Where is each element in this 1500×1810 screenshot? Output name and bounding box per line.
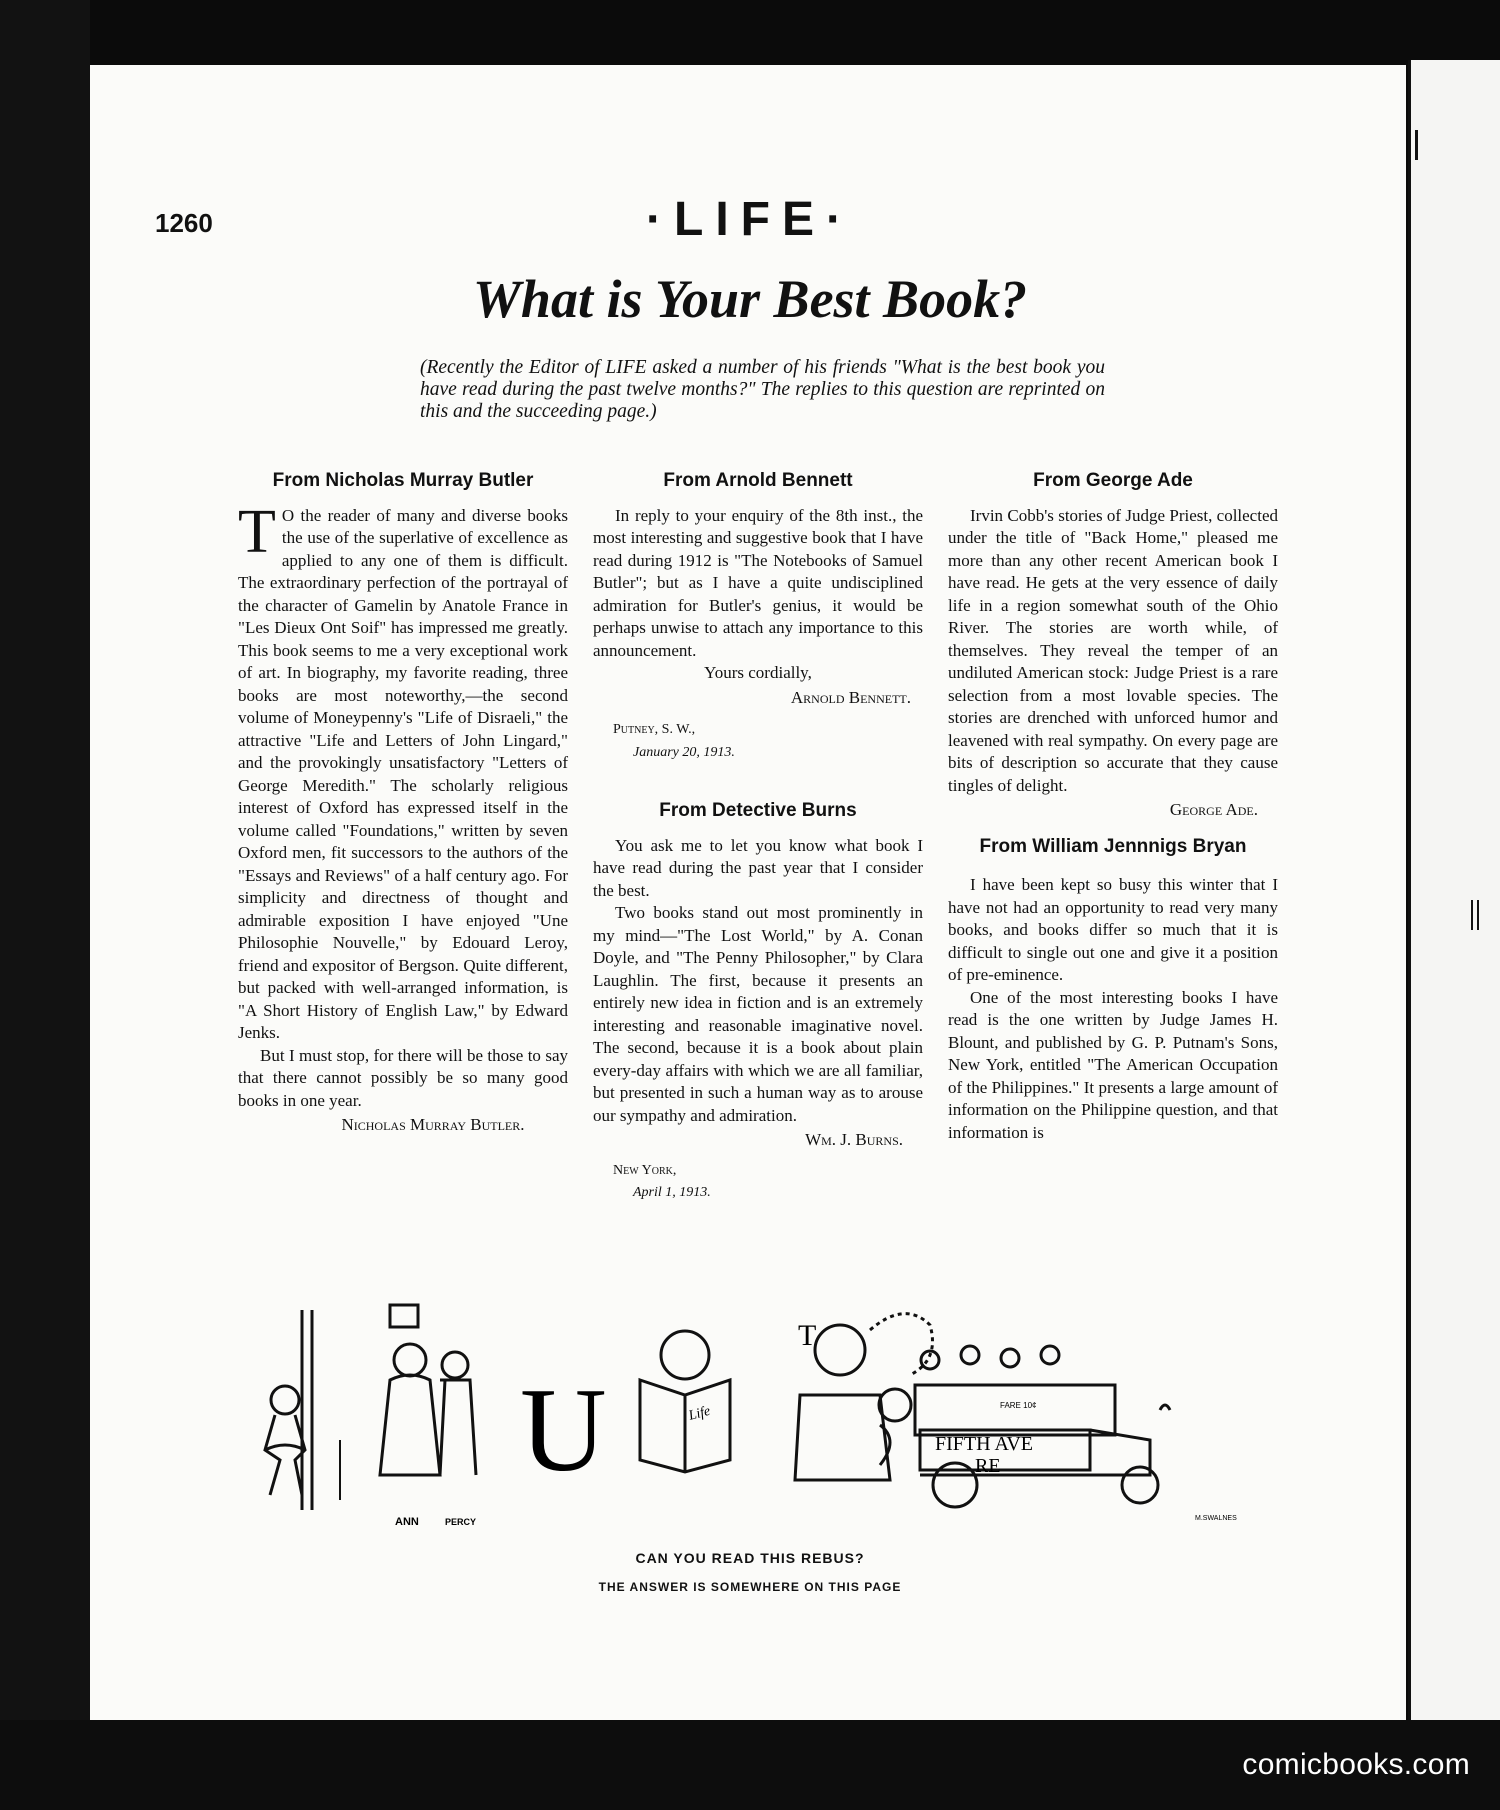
burns-paragraph-2: Two books stand out most prominently in my mind—"The Lost World," by A. Conan Doyle, and "The Penny Philosopher," by Clara Laughlin. The first, because it presents an entirely new idea in fiction and is an extremely interesting and reasonable imaginative novel. The second, because it is a book about plain every-day affairs with which we are all familiar, but presented in such a human way as to arouse our sympathy and admiration. bbox=[593, 903, 923, 1125]
burns-place: New York, bbox=[613, 1162, 677, 1178]
heading-bryan: From William Jennnigs Bryan bbox=[979, 835, 1247, 857]
rebus-reader bbox=[640, 1331, 730, 1472]
rebus-boy-at-door bbox=[265, 1310, 312, 1510]
masthead: ·LIFE· bbox=[646, 193, 854, 246]
bus-re: RE bbox=[975, 1455, 1001, 1477]
intro-note: (Recently the Editor of LIFE asked a number of his friends "What is the best book you have read during the past twelve months?" The replies to this question are reprinted on this and the succeeding page.) bbox=[420, 357, 1105, 422]
ade-signature: George Ade. bbox=[1169, 800, 1258, 819]
column-bennett-burns bbox=[593, 470, 923, 1205]
butler-signature: Nicholas Murray Butler. bbox=[341, 1115, 525, 1134]
bus-sign: FIFTH AVE bbox=[935, 1433, 1033, 1455]
headline: What is Your Best Book? bbox=[472, 269, 1028, 329]
butler-paragraph-1: T O the reader of many and diverse books the use of the superlative of excellence as applied to any one of them is difficult. The extraordinary perfection of the portrayal of the character of Gamelin by Anatole France in "Les Dieux Ont Soif" has impressed me greatly. This book seems to me a very exceptional work of art. In biography, my favorite reading, three books are most noteworthy,—the second volume of Moneypenny's "Life of Disraeli," the attractive "Life and Letters of John Lingard," and the provokingly unsatisfactory "Letters of George Meredith." The scholarly religious interest of Oxford has expressed itself in the volume called "Foundations," written by seven Oxford men, fit successors to the authors of the "Essays and Reviews" of a half century ago. For simplicity and directness of thought and admirable exposition I have enjoyed "Une Philosophie Nouvelle," by Edouard Leroy, friend and expositor of Bergson. Quite different, but packed with well-arranged information, is "A Short History of English Law," by Edward Jenks. bbox=[238, 497, 568, 1042]
heading-butler: From Nicholas Murray Butler bbox=[272, 470, 534, 491]
rebus-illustration bbox=[240, 1300, 1270, 1530]
butler-paragraph-2: But I must stop, for there will be those to say that there cannot possibly be so many good books in one year. bbox=[238, 1045, 568, 1110]
bennett-signature: Arnold Bennett. bbox=[790, 687, 911, 707]
bennett-closing: Yours cordially, bbox=[704, 663, 812, 682]
label-percy: PERCY bbox=[445, 1517, 477, 1527]
bennett-paragraph: In reply to your enquiry of the 8th inst., the most interesting and suggestive book that I have read during 1912 is "The Notebooks of Samuel Butler"; but as I have a quite undisciplined admiration for Butler's genius, it would be perhaps unwise to attach any importance to this announcement. bbox=[593, 505, 923, 660]
page-number: 1260 bbox=[155, 208, 213, 238]
rebus-subcaption: THE ANSWER IS SOMEWHERE ON THIS PAGE bbox=[598, 1580, 902, 1594]
burns-signature: Wm. J. Burns. bbox=[805, 1130, 903, 1149]
watermark: comicbooks.com bbox=[1242, 1748, 1470, 1781]
burns-paragraph-1: You ask me to let you know what book I have read during the past year that I consider the best. bbox=[593, 835, 923, 900]
newspaper-title: Life bbox=[687, 1403, 713, 1424]
column-ade-bryan bbox=[948, 470, 1278, 1144]
rebus-fifth-ave-bus bbox=[915, 1346, 1170, 1507]
burns-date: April 1, 1913. bbox=[633, 1185, 711, 1200]
artist-signature: M.SWALNES bbox=[1195, 1515, 1237, 1522]
label-ann: ANN bbox=[395, 1516, 419, 1528]
bennett-date: January 20, 1913. bbox=[633, 744, 735, 760]
ade-paragraph: Irvin Cobb's stories of Judge Priest, collected under the title of "Back Home," pleased me more than any other recent American book I have read. He gets at the very essence of daily life in a region somewhat south of the Ohio River. The stories are worth while, of themselves. They reveal the temper of an undiluted American stock: Judge Priest is a rare selection from a most lovable species. The stories are drenched with unforced humor and leavened with real sympathy. On every page are bits of description so accurate that they cause tingles of delight. bbox=[948, 505, 1278, 795]
rebus-caption: CAN YOU READ THIS REBUS? bbox=[635, 1550, 865, 1566]
bryan-paragraph-1: I have been kept so busy this winter that I have not had an opportunity to read very many books, and books differ so much that it is difficult to single out one and give it a position of pre-eminence. bbox=[948, 875, 1278, 984]
rebus-letter-t: T bbox=[798, 1319, 817, 1352]
rebus-couple bbox=[340, 1305, 476, 1500]
heading-ade: From George Ade bbox=[1033, 470, 1193, 491]
bennett-place: Putney, S. W., bbox=[613, 722, 696, 737]
drop-cap: T bbox=[238, 497, 276, 566]
heading-bennett: From Arnold Bennett bbox=[663, 470, 853, 491]
bryan-paragraph-2: One of the most interesting books I have read is the one written by Judge James H. Blount, and published by G. P. Putnam's Sons, New York, entitled "The American Occupation of the Philippines." It presents a large amount of information on the Philippine question, and that information is bbox=[948, 987, 1278, 1142]
rebus-letter-u: U bbox=[520, 1363, 607, 1496]
column-butler bbox=[238, 470, 568, 1137]
bus-fare-sign: FARE 10¢ bbox=[1000, 1401, 1037, 1410]
heading-burns: From Detective Burns bbox=[659, 800, 857, 821]
